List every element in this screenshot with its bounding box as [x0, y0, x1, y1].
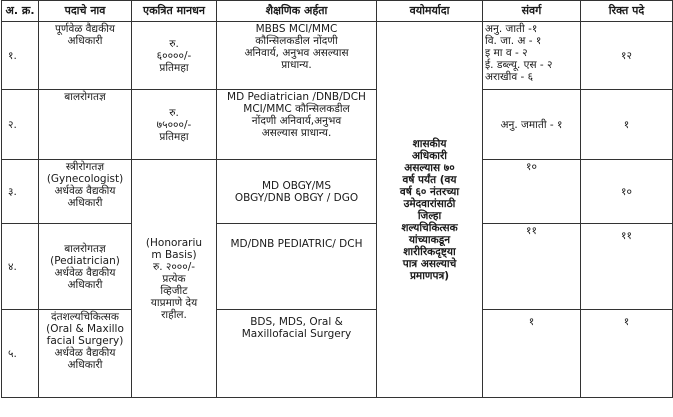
age-limit-line: वर्ष पर्यंत (वय: [402, 173, 457, 186]
qualification-line: MBBS MCI/MMC: [255, 23, 338, 35]
header-post-name: पदाचे नाव: [39, 1, 132, 22]
qualification-line: कौन्सिलकडील नोंदणी: [255, 35, 338, 47]
age-limit-line: शारीरिकदृष्ट्या: [403, 245, 456, 258]
post-name-line: बालरोगतज्ञ: [64, 242, 106, 255]
recruitment-table: [1, 0, 673, 398]
qualification-line: MD/DNB PEDIATRIC/ DCH: [230, 238, 363, 250]
pay-line: प्रत्येक: [162, 272, 186, 285]
post-name: [39, 310, 132, 398]
age-limit-line: वर्ष ६० नंतरच्या: [399, 185, 460, 198]
post-name-line: अधिकारी: [67, 359, 103, 371]
cadre-cell: [483, 160, 581, 224]
qualification-line: BDS, MDS, Oral &: [250, 316, 343, 328]
post-name-line: अर्धवेळ वैद्यकीय: [54, 185, 116, 197]
post-name-line: अर्धवेळ वैद्यकीय: [54, 347, 116, 359]
table-row: [2, 22, 673, 90]
qualification-line: नोंदणी अनिवार्य,अनुभव: [251, 115, 342, 127]
pay-line: राहील.: [161, 308, 187, 321]
qualification-cell: [217, 310, 377, 398]
pay-line: m Basis): [151, 248, 197, 261]
pay-line: ६००००/-: [156, 49, 192, 62]
post-name-line: (Pediatrician): [50, 254, 120, 267]
pay-line: प्रतिमहा: [159, 130, 189, 143]
cadre-line: १: [528, 316, 535, 328]
pay-line: व्हिजीट: [160, 284, 188, 297]
header-row: [2, 1, 673, 22]
vacancies-cell: १०: [581, 160, 673, 224]
table-row: [2, 310, 673, 398]
post-name-line: (Oral & Maxillo: [46, 323, 124, 335]
age-limit-line: अधिकारी: [412, 149, 447, 162]
pay-line: याप्रमाणे देय: [150, 296, 198, 309]
qualification-line: असल्यास प्राधान्य.: [261, 127, 332, 139]
qualification-line: MD Pediatrician /DNB/DCH: [227, 91, 366, 103]
qualification-line: प्राधान्य.: [281, 59, 312, 71]
header-qualification: शैक्षणिक अर्हता: [217, 1, 377, 22]
cadre-line: ई. डब्ल्यू. एस - २: [485, 59, 553, 71]
qualification-line: अनिवार्य, अनुभव असल्यास: [244, 47, 349, 59]
pay-line: प्रतिमहा: [159, 61, 189, 74]
cadre-line: ११: [526, 225, 537, 237]
pay-line: ७५०००/-: [156, 118, 192, 131]
post-name: [39, 90, 132, 160]
qualification-line: Maxillofacial Surgery: [241, 328, 352, 340]
qualification-line: MD OBGY/MS: [261, 179, 332, 192]
post-name-line: बालरोगतज्ञ: [64, 91, 106, 103]
vacancies-cell: ११: [581, 224, 673, 310]
qualification-line: MCI/MMC कौन्सिलकडील: [243, 103, 350, 115]
age-limit-line: प्रमाणपत्र): [409, 269, 450, 282]
qualification-cell: [217, 90, 377, 160]
qualification-cell: [217, 224, 377, 310]
cadre-line: इ मा व - २: [485, 47, 528, 59]
post-name-line: अधिकारी: [67, 278, 103, 291]
header-vacancies: रिक्त पदे: [581, 1, 673, 22]
row-number: २.: [2, 90, 39, 160]
cadre-line: अनु. जाती -१: [485, 23, 538, 35]
table-row: [2, 160, 673, 224]
post-name-line: स्त्रीरोगतज्ञ: [65, 161, 105, 173]
row-number: १.: [2, 22, 39, 90]
cadre-cell: [483, 90, 581, 160]
header-age-limit: वयोमर्यादा: [377, 1, 483, 22]
age-limit-line: शल्यचिकित्सक: [401, 221, 458, 234]
pay-cell: [132, 22, 217, 90]
post-name-line: (Gynecologist): [46, 173, 124, 185]
post-name-line: अधिकारी: [67, 35, 103, 47]
row-number: ३.: [2, 160, 39, 224]
age-limit-line: यांच्याकडून: [408, 233, 451, 246]
pay-cell: [132, 90, 217, 160]
cadre-cell: [483, 224, 581, 310]
qualification-line: OBGY/DNB OBGY / DGO: [234, 191, 359, 204]
row-number: ४.: [2, 224, 39, 310]
post-name-line: दंतशल्यचिकित्सक: [51, 311, 119, 323]
row-number: ५.: [2, 310, 39, 398]
age-limit-line: उमेदवारांसाठी: [403, 197, 456, 210]
header-cadre: संवर्ग: [483, 1, 581, 22]
cadre-line: १०: [526, 161, 537, 173]
age-limit-line: शासकीय: [412, 137, 447, 150]
age-limit-cell: [377, 22, 483, 398]
pay-line: रु.: [169, 37, 179, 50]
qualification-cell: [217, 160, 377, 224]
post-name-line: अधिकारी: [67, 197, 103, 209]
header-pay: एकत्रित मानधन: [132, 1, 217, 22]
post-name-line: पूर्णवेळ वैद्यकीय: [54, 23, 116, 35]
pay-line: (Honorariu: [145, 236, 203, 249]
post-name: [39, 224, 132, 310]
age-limit-line: पात्र असल्याचे: [402, 257, 457, 270]
pay-line: रु. २०००/-: [152, 260, 196, 273]
age-limit-line: जिल्हा: [417, 209, 442, 222]
vacancies-cell: १: [581, 90, 673, 160]
post-name-line: facial Surgery): [46, 335, 124, 347]
pay-line: रु.: [169, 106, 179, 119]
post-name-line: अर्धवेळ वैद्यकीय: [54, 266, 116, 279]
table-row: [2, 224, 673, 310]
cadre-cell: [483, 22, 581, 90]
table-row: [2, 90, 673, 160]
vacancies-cell: १: [581, 310, 673, 398]
post-name: [39, 22, 132, 90]
age-limit-line: असल्यास ७०: [404, 161, 455, 174]
cadre-cell: [483, 310, 581, 398]
cadre-line: अनु. जमाती - १: [500, 118, 563, 131]
qualification-cell: [217, 22, 377, 90]
post-name: [39, 160, 132, 224]
vacancies-cell: १२: [581, 22, 673, 90]
pay-cell: [132, 160, 217, 398]
cadre-line: अराखीव - ६: [485, 71, 534, 83]
cadre-line: वि. जा. अ - १: [485, 35, 542, 47]
header-sr-no: अ. क्र.: [2, 1, 39, 22]
